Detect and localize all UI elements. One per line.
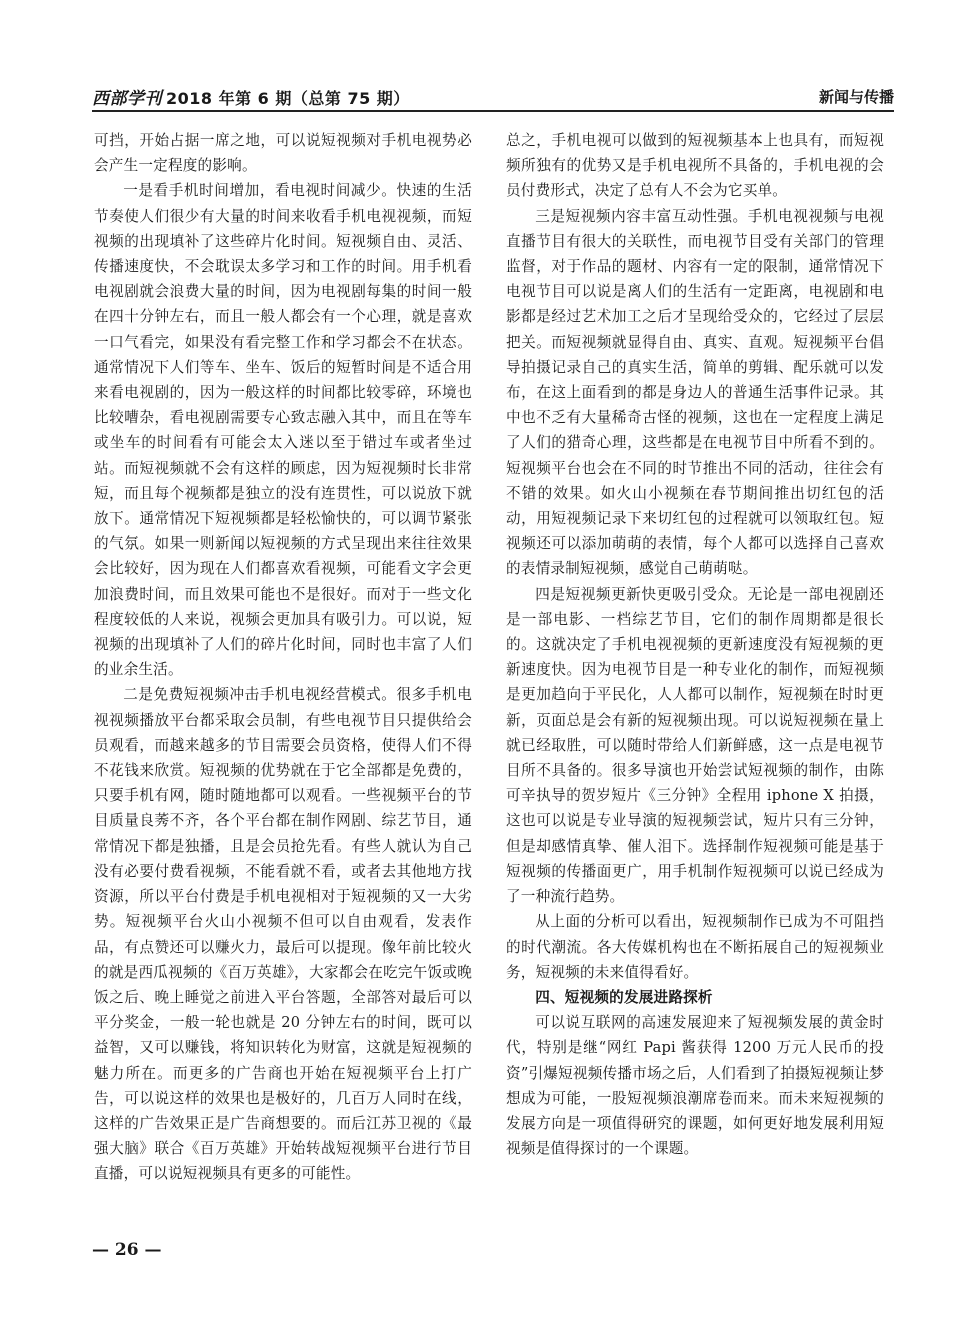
right-column [506,128,884,1161]
paragraph: 总之，手机电视可以做到的短视频基本上也具有，而短视频所独有的优势又是手机电视所不具备的，手机电视的会员付费形式，决定了总有人不会为它买单。 [506,132,884,200]
section-heading: 四、短视频的发展进路探析 [535,988,713,1006]
page-number: — 26 — [92,1240,162,1260]
paragraph: 三是短视频内容丰富互动性强。手机电视视频与电视直播节目有很大的关联性，而电视节目受有关部门的管理监督，对于作品的题材、内容有一定的限制，通常情况下电视节目可以说是离人们的生活有一定距离，电视剧和电影都是经过艺术加工之后才呈现给受众的，它经过了层层把关。而短视频就显得自由、真实、直观。短视频平台倡导拍摄记录自己的真实生活，简单的剪辑、配乐就可以发布，在这上面看到的都是身边人的普通生活事件记录。其中也不乏有大量稀奇古怪的视频，这也在一定程度上满足了人们的猎奇心理，这些都是在电视节目中所看不到的。短视频平台也会在不同的时节推出不同的活动，往往会有不错的效果。如火山小视频在春节期间推出切红包的活动，用短视频记录下来切红包的过程就可以领取红包。短视频还可以添加萌萌的表情，每个人都可以选择自己喜欢的表情录制短视频，感觉自己萌萌哒。 [506,207,884,578]
paragraph: 一是看手机时间增加，看电视时间减少。快速的生活节奏使人们很少有大量的时间来收看手机电视视频，而短视频的出现填补了这些碎片化时间。短视频自由、灵活、传播速度快，不会耽误太多学习和工作的时间。用手机看电视剧就会浪费大量的时间，因为电视剧每集的时间一般在四十分钟左右，而且一般人都会有一个心理，就是喜欢一口气看完，如果没有看完整工作和学习都会不在状态。通常情况下人们等车、坐车、饭后的短暂时间是不适合用来看电视剧的，因为一般这样的时间都比较零碎，环境也比较嘈杂，看电视剧需要专心致志融入其中，而且在等车或坐车的时间看有可能会太入迷以至于错过车或者坐过站。而短视频就不会有这样的顾虑，因为短视频时长非常短，而且每个视频都是独立的没有连贯性，可以说放下就放下。通常情况下短视频都是轻松愉快的，可以调节紧张的气氛。如果一则新闻以短视频的方式呈现出来往往效果会比较好，因为现在人们都喜欢看视频，可能看文字会更加浪费时间，而且效果可能也不是很好。而对于一些文化程度较低的人来说，视频会更加具有吸引力。可以说，短视频的出现填补了人们的碎片化时间，同时也丰富了人们的业余生活。 [94,182,472,679]
paragraph: 四是短视频更新快更吸引受众。无论是一部电视剧还是一部电影、一档综艺节目，它们的制作周期都是很长的。这就决定了手机电视视频的更新速度没有短视频的更新速度快。因为电视节目是一种专业化的制作，而短视频是更加趋向于平民化，人人都可以制作，短视频在时时更新，页面总是会有新的短视频出现。可以说短视频在量上就已经取胜，可以随时带给人们新鲜感，这一点是电视节目所不具备的。很多导演也开始尝试短视频的制作，由陈可辛执导的贺岁短片《三分钟》全程用 iphone X 拍摄，这也可以说是专业导演的短视频尝试，短片只有三分钟，但是却感情真挚、催人泪下。选择制作短视频可能是基于短视频的传播面更广，用手机制作短视频可以说已经成为了一种流行趋势。 [506,585,884,906]
section-title: 新闻与传播 [818,88,894,106]
masthead [92,84,410,109]
header-rule [92,110,894,112]
left-column [94,128,472,1187]
paragraph: 可挡，开始占据一席之地，可以说短视频对手机电视势必会产生一定程度的影响。 [94,132,472,175]
paragraph: 可以说互联网的高速发展迎来了短视频发展的黄金时代，特别是继“网红 Papi 酱获得 1200 万元人民币的投资”引爆短视频传播市场之后，人们看到了拍摄短视频让梦想成为可能，一股短视频浪潮席卷而来。而未来短视频的发展方向是一项值得研究的课题，如何更好地发展利用短视频是值得探讨的一个课题。 [506,1014,884,1158]
journal-name: 西部学刊 [92,89,162,109]
paragraph: 从上面的分析可以看出，短视频制作已成为不可阻挡的时代潮流。各大传媒机构也在不断拓展自己的短视频业务，短视频的未来值得看好。 [506,913,884,981]
paragraph: 二是免费短视频冲击手机电视经营模式。很多手机电视视频播放平台都采取会员制，有些电视节目只提供给会员观看，而越来越多的节目需要会员资格，使得人们不得不花钱来欣赏。短视频的优势就在于它全部都是免费的，只要手机有网，随时随地都可以观看。一些视频平台的节目质量良莠不齐，各个平台都在制作网剧、综艺节目，通常情况下都是独播，且是会员抢先看。有些人就认为自己没有必要付费看视频，不能看就不看，或者去其他地方找资源，所以平台付费是手机电视相对于短视频的又一大劣势。短视频平台火山小视频不但可以自由观看，发表作品，有点赞还可以赚火力，最后可以提现。像年前比较火的就是西瓜视频的《百万英雄》，大家都会在吃完午饭或晚饭之后、晚上睡觉之前进入平台答题，全部答对最后可以平分奖金，一般一轮也就是 20 分钟左右的时间，既可以益智，又可以赚钱，将知识转化为财富，这就是短视频的魅力所在。而更多的广告商也开始在短视频平台上打广告，可以说这样的效果也是极好的，几百万人同时在线，这样的广告效果正是广告商想要的。而后江苏卫视的《最强大脑》联合《百万英雄》开始转战短视频平台进行节目直播，可以说短视频具有更多的可能性。 [94,686,472,1183]
issue-info: 2018 年第 6 期（总第 75 期） [166,89,410,108]
